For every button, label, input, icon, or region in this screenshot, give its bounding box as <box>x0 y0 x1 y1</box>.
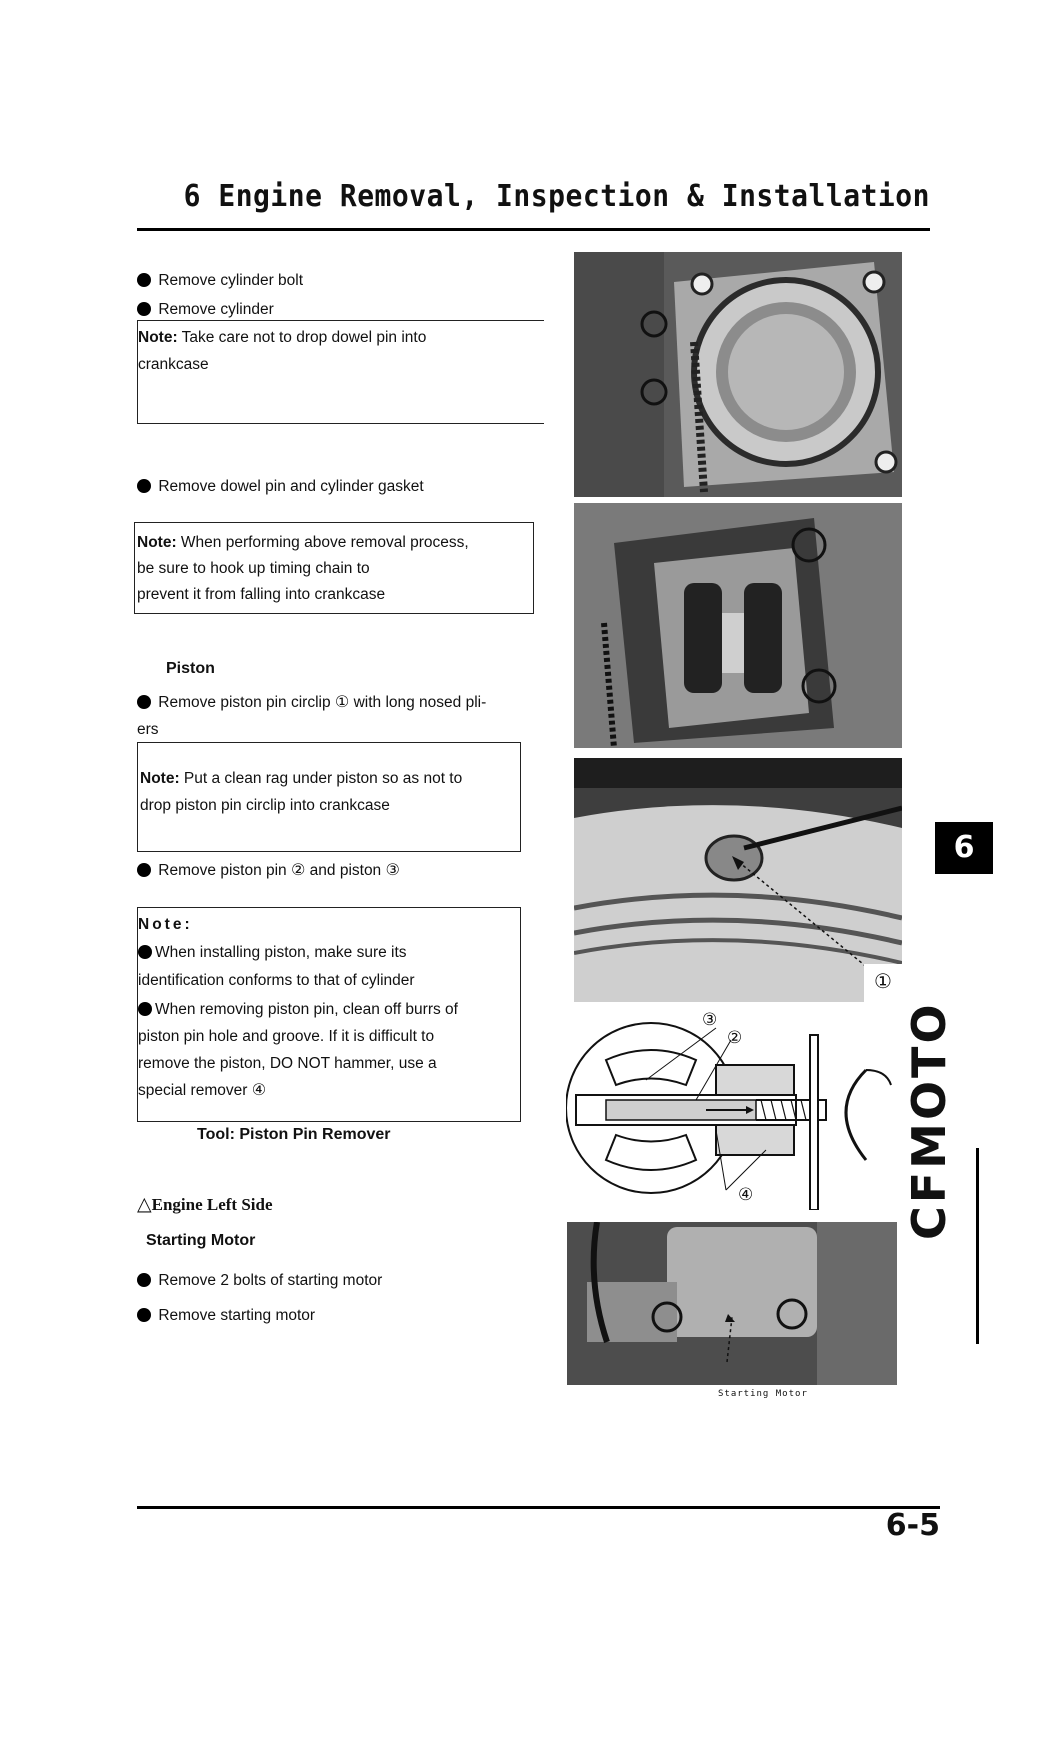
tool-label: Tool: Piston Pin Remover <box>197 1126 391 1143</box>
section-heading-engine-left-side: △Engine Left Side <box>137 1194 273 1215</box>
callout-number: ③ <box>702 1010 718 1029</box>
step-text-continued: ers <box>137 721 159 738</box>
page-title: 6 Engine Removal, Inspection & Installation <box>183 178 930 214</box>
note-label: Note: <box>138 916 193 933</box>
page-number: 6-5 <box>885 1508 940 1543</box>
brand-logo: CFMOTO <box>902 1001 956 1240</box>
note-text: prevent it from falling into crankcase <box>137 586 386 603</box>
callout-number: ② <box>727 1028 743 1047</box>
step-remove-starting-motor <box>137 1305 315 1327</box>
figure-caption: Starting Motor <box>718 1389 808 1399</box>
callout-number: ① <box>874 971 892 993</box>
step-remove-cylinder <box>137 299 274 321</box>
note-text: special remover <box>138 1082 252 1099</box>
step-text: Remove cylinder bolt <box>158 272 304 289</box>
note-box-2 <box>134 522 534 614</box>
step-text: Remove 2 bolts of starting motor <box>158 1272 383 1289</box>
note-text: piston pin hole and groove. If it is difficult to <box>138 1028 435 1045</box>
callout-number: ① <box>334 694 350 711</box>
step-text: Remove cylinder <box>158 301 274 318</box>
note-box-3 <box>137 742 521 852</box>
triangle-icon: △ <box>137 1194 152 1215</box>
step-text: Remove starting motor <box>158 1307 316 1324</box>
section-heading-piston: Piston <box>166 660 215 677</box>
note-text: When installing piston, make sure its <box>155 944 407 961</box>
note-text: Take care not to drop dowel pin into <box>177 329 427 346</box>
note-label: Note: <box>137 534 177 551</box>
note-box-4 <box>137 907 521 1122</box>
note-text: crankcase <box>138 356 209 373</box>
photo-dowel-pin-gasket <box>574 503 902 748</box>
note-label: Note: <box>138 329 178 346</box>
note-text: be sure to hook up timing chain to <box>137 560 370 577</box>
photo-piston-circlip <box>574 758 902 1002</box>
step-remove-dowel-pin <box>137 476 424 498</box>
photo-starting-motor <box>567 1222 897 1385</box>
callout-number: ③ <box>385 862 400 879</box>
header-rule <box>137 228 930 231</box>
section-heading-starting-motor: Starting Motor <box>146 1232 256 1249</box>
brand-underline <box>976 1148 979 1344</box>
step-remove-starting-motor-bolts <box>137 1270 382 1292</box>
photo-cylinder-bolts <box>574 252 902 497</box>
note-text: identification conforms to that of cylinder <box>138 972 415 989</box>
note-text: When performing above removal process, <box>176 534 469 551</box>
chapter-tab: 6 <box>935 822 993 874</box>
note-text: drop piston pin circlip into crankcase <box>140 797 390 814</box>
step-remove-cylinder-bolt <box>137 270 303 292</box>
step-remove-circlip: Remove piston pin circlip ① with long nosed pli- <box>137 692 537 714</box>
note-text: When removing piston pin, clean off burrs of <box>155 1001 458 1018</box>
footer-rule <box>137 1506 940 1509</box>
note-label: Note: <box>140 770 180 787</box>
step-remove-piston-pin: Remove piston pin ② and piston ③ <box>137 860 400 882</box>
note-text: remove the piston, DO NOT hammer, use a <box>138 1055 437 1072</box>
note-box-1 <box>137 320 544 424</box>
callout-number: ④ <box>251 1082 267 1099</box>
callout-number: ② <box>291 862 306 879</box>
callout-number: ④ <box>738 1185 754 1204</box>
step-text: Remove dowel pin and cylinder gasket <box>158 478 424 495</box>
note-text: Put a clean rag under piston so as not to <box>179 770 463 787</box>
